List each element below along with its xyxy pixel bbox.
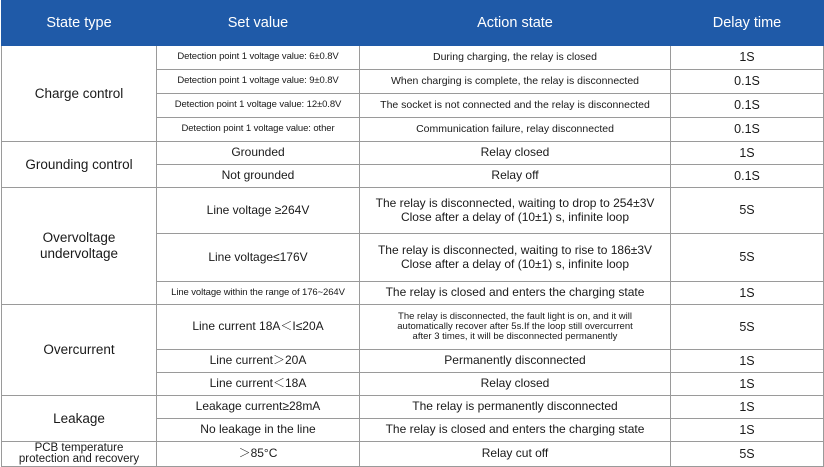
set-value-cell: Leakage current≥28mA [157, 396, 360, 419]
set-value-cell: Detection point 1 voltage value: 12±0.8V [157, 94, 360, 118]
set-value-cell: Detection point 1 voltage value: 9±0.8V [157, 70, 360, 94]
state-leakage: Leakage [2, 396, 157, 442]
delay-time-cell: 5S [671, 442, 824, 467]
action-state-cell: The relay is permanently disconnected [360, 396, 671, 419]
action-state-cell: Relay off [360, 165, 671, 188]
action-state-cell: Relay closed [360, 142, 671, 165]
delay-time-cell: 0.1S [671, 118, 824, 142]
state-charge-control: Charge control [2, 46, 157, 142]
action-line: automatically recover after 5s.If the loop still overcurrent [397, 321, 633, 333]
action-state-cell: During charging, the relay is closed [360, 46, 671, 70]
action-state-cell: Communication failure, relay disconnected [360, 118, 671, 142]
state-label-line: undervoltage [39, 246, 119, 261]
table-row [2, 142, 824, 165]
state-label-line: PCB temperature [34, 441, 124, 454]
set-value-cell: Line current 18A＜I≤20A [157, 305, 360, 350]
set-value-cell: Not grounded [157, 165, 360, 188]
table-row [2, 46, 824, 70]
delay-time-cell: 1S [671, 282, 824, 305]
delay-time-cell: 1S [671, 373, 824, 396]
delay-time-cell: 1S [671, 46, 824, 70]
action-line: The relay is disconnected, waiting to rise to 186±3V [377, 242, 653, 257]
state-label-line: Overvoltage [42, 230, 116, 246]
header-state-type: State type [2, 1, 157, 46]
set-value-cell: No leakage in the line [157, 419, 360, 442]
delay-time-cell: 5S [671, 188, 824, 234]
action-state-cell [360, 188, 671, 234]
table-row [2, 305, 824, 350]
table-header-row [2, 1, 824, 46]
header-set-value: Set value [157, 1, 360, 46]
delay-time-cell: 5S [671, 305, 824, 350]
action-line: The relay is disconnected, waiting to drop to 254±3V [375, 195, 655, 210]
delay-time-cell: 1S [671, 350, 824, 373]
set-value-cell: Line voltage within the range of 176~264V [157, 282, 360, 305]
delay-time-cell: 0.1S [671, 70, 824, 94]
action-state-cell: Relay closed [360, 373, 671, 396]
delay-time-cell: 5S [671, 234, 824, 282]
delay-time-cell: 1S [671, 142, 824, 165]
delay-time-cell: 1S [671, 396, 824, 419]
action-line: after 3 times, it will be disconnected permanently [412, 330, 618, 342]
state-label-line: protection and recovery [18, 453, 140, 465]
header-delay-time: Delay time [671, 1, 824, 46]
action-line: Close after a delay of (10±1) s, infinite loop [400, 256, 630, 271]
action-line: The relay is disconnected, the fault light is on, and it will [398, 311, 632, 323]
state-overcurrent: Overcurrent [2, 305, 157, 396]
state-overvoltage-undervoltage [2, 188, 157, 305]
delay-time-cell: 1S [671, 419, 824, 442]
action-state-cell: The relay is closed and enters the charging state [360, 282, 671, 305]
delay-time-cell: 0.1S [671, 94, 824, 118]
set-value-cell: Detection point 1 voltage value: 6±0.8V [157, 46, 360, 70]
protection-table [1, 0, 824, 467]
action-state-cell: Permanently disconnected [360, 350, 671, 373]
action-state-cell: Relay cut off [360, 442, 671, 467]
header-action-state: Action state [360, 1, 671, 46]
action-state-cell [360, 234, 671, 282]
state-grounding-control: Grounding control [2, 142, 157, 188]
set-value-cell: Line current＞20A [157, 350, 360, 373]
set-value-cell: Line voltage≤176V [157, 234, 360, 282]
set-value-cell: ＞85°C [157, 442, 360, 467]
set-value-cell: Detection point 1 voltage value: other [157, 118, 360, 142]
action-state-cell [360, 305, 671, 350]
delay-time-cell: 0.1S [671, 165, 824, 188]
table-row [2, 396, 824, 419]
action-state-cell: The socket is not connected and the relay is disconnected [360, 94, 671, 118]
action-state-cell: The relay is closed and enters the charging state [360, 419, 671, 442]
set-value-cell: Grounded [157, 142, 360, 165]
table-row [2, 188, 824, 234]
action-state-cell: When charging is complete, the relay is disconnected [360, 70, 671, 94]
action-line: Close after a delay of (10±1) s, infinite loop [400, 209, 630, 224]
set-value-cell: Line voltage ≥264V [157, 188, 360, 234]
set-value-cell: Line current＜18A [157, 373, 360, 396]
